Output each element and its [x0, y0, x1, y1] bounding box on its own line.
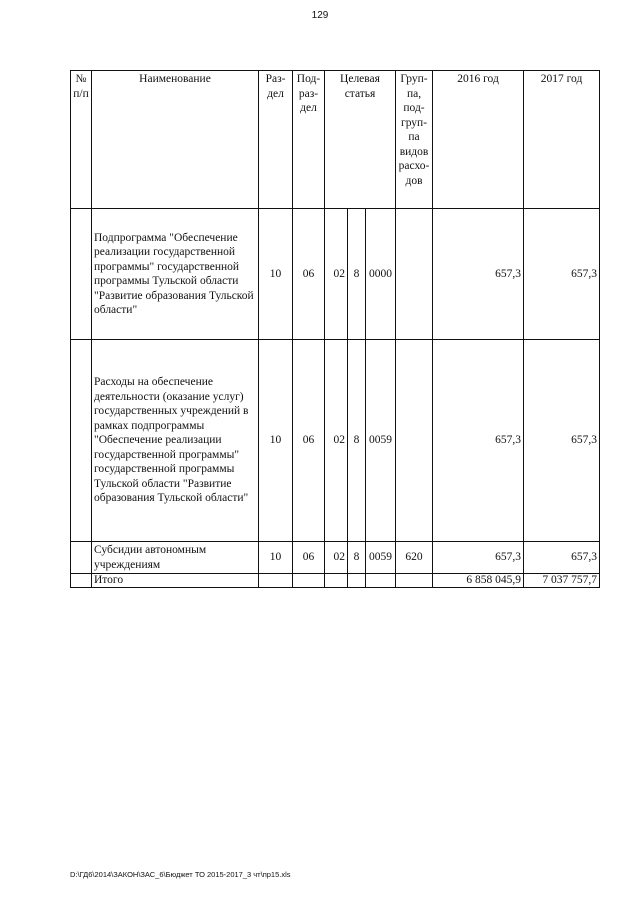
- row-podrazdel: 06: [293, 209, 325, 340]
- total-2016: 6 858 045,9: [433, 574, 524, 588]
- header-2016: 2016 год: [433, 71, 524, 209]
- row-target-direction: 0059: [366, 340, 396, 542]
- row-num: [71, 542, 92, 574]
- table-row: [71, 209, 600, 340]
- row-2017: 657,3: [524, 209, 600, 340]
- row-target-direction: 0059: [366, 542, 396, 574]
- row-2016: 657,3: [433, 209, 524, 340]
- row-2016: 657,3: [433, 340, 524, 542]
- table-row: [71, 340, 600, 542]
- row-name: Расходы на обеспечение деятельности (оказание услуг) государственных учреждений в рамках подпрограммы "Обеспечение реализации государственной программы" государственной программы Тульской области "Развитие образования Тульской области": [92, 340, 259, 542]
- row-expense-group: [396, 209, 433, 340]
- total-row: [71, 574, 600, 588]
- row-2017: 657,3: [524, 340, 600, 542]
- row-target-program: 02: [325, 340, 348, 542]
- row-2016: 657,3: [433, 542, 524, 574]
- header-razdel: Раз-дел: [259, 71, 293, 209]
- row-target-subprogram: 8: [348, 542, 366, 574]
- file-path-footer: D:\ГД6\2014\ЗАКОН\ЗАС_6\Бюджет ТО 2015-2017_3 чт\пр15.xls: [70, 870, 291, 879]
- row-razdel: 10: [259, 340, 293, 542]
- page-number: 129: [311, 10, 329, 21]
- header-row: [71, 71, 600, 209]
- row-podrazdel: 06: [293, 340, 325, 542]
- total-2017: 7 037 757,7: [524, 574, 600, 588]
- row-target-direction: 0000: [366, 209, 396, 340]
- header-expense-group: Груп-па, под-груп-па видов расхо-дов: [396, 71, 433, 209]
- total-num: [71, 574, 92, 588]
- row-target-program: 02: [325, 542, 348, 574]
- header-name: Наименование: [92, 71, 259, 209]
- row-razdel: 10: [259, 209, 293, 340]
- header-2017: 2017 год: [524, 71, 600, 209]
- total-label: Итого: [92, 574, 259, 588]
- header-target-article: Целевая статья: [325, 71, 396, 209]
- row-name: Субсидии автономным учреждениям: [92, 542, 259, 574]
- header-num: № п/п: [71, 71, 92, 209]
- row-name: Подпрограмма "Обеспечение реализации государственной программы" государственной программы Тульской области "Развитие образования Тульской области": [92, 209, 259, 340]
- row-2017: 657,3: [524, 542, 600, 574]
- table-row: [71, 542, 600, 574]
- header-podrazdel: Под-раз-дел: [293, 71, 325, 209]
- row-razdel: 10: [259, 542, 293, 574]
- row-target-program: 02: [325, 209, 348, 340]
- row-num: [71, 340, 92, 542]
- row-podrazdel: 06: [293, 542, 325, 574]
- row-expense-group: 620: [396, 542, 433, 574]
- row-num: [71, 209, 92, 340]
- budget-table: [70, 70, 600, 588]
- row-expense-group: [396, 340, 433, 542]
- row-target-subprogram: 8: [348, 209, 366, 340]
- row-target-subprogram: 8: [348, 340, 366, 542]
